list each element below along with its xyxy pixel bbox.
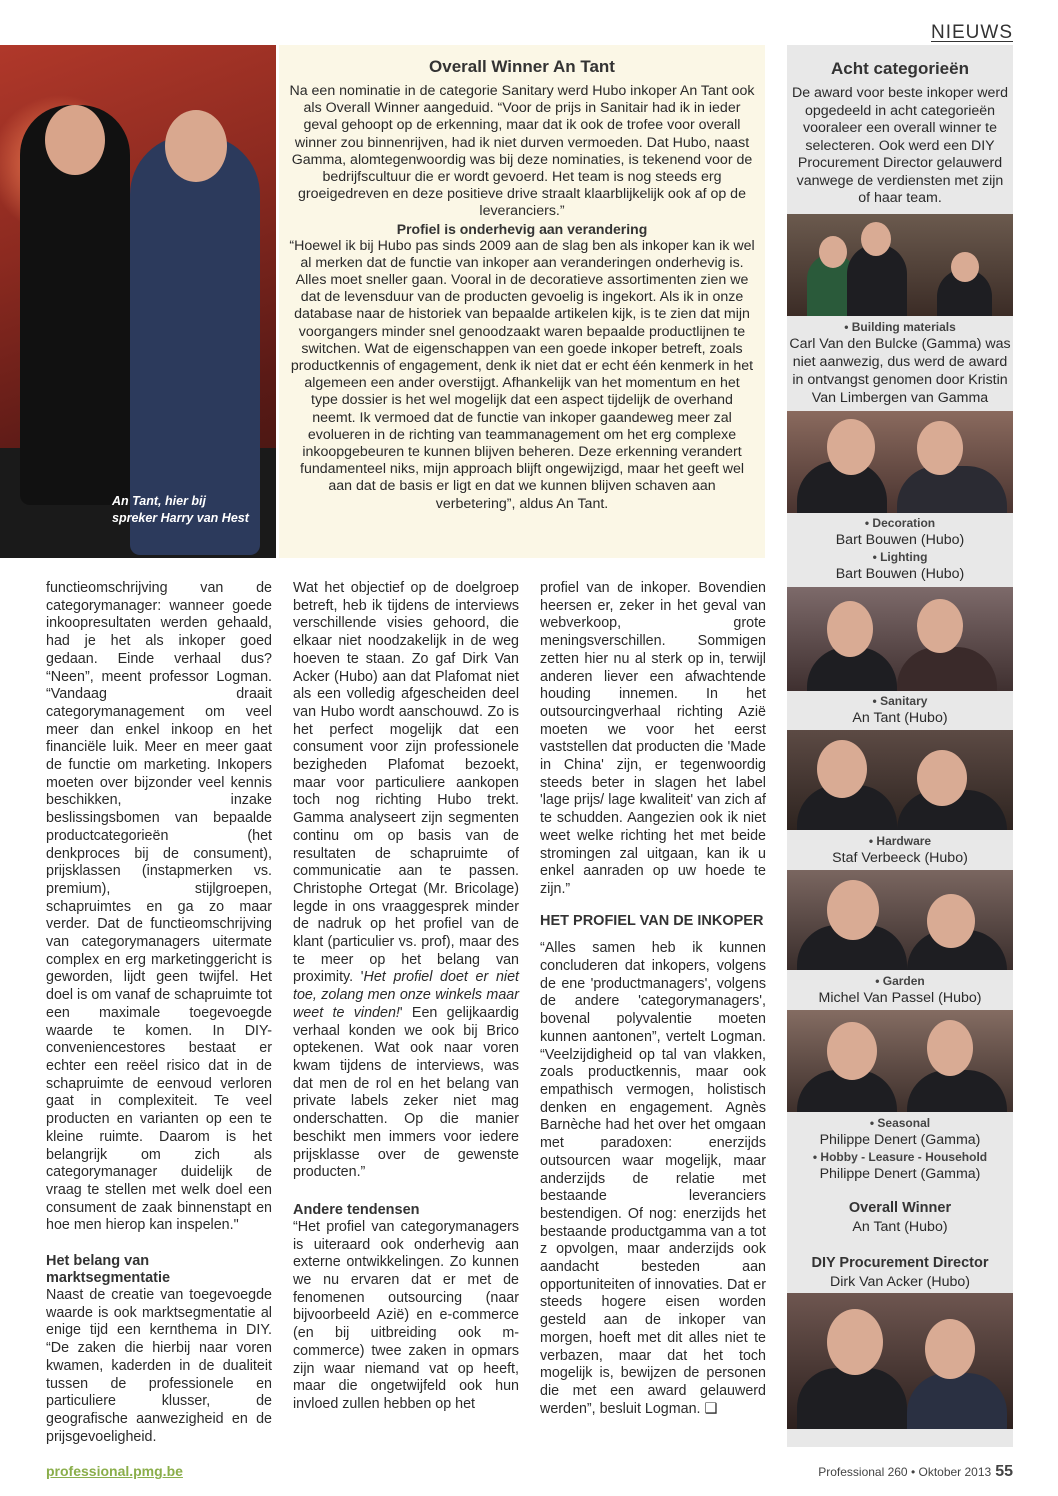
winner-seasonal: Philippe Denert (Gamma) bbox=[819, 1131, 981, 1148]
photo-procurement-director bbox=[787, 1293, 1013, 1429]
photo-decoration bbox=[787, 411, 1013, 513]
category-sanitary: • Sanitary bbox=[872, 693, 928, 708]
article-column-3 bbox=[540, 580, 766, 1418]
category-hardware: • Hardware bbox=[868, 833, 932, 848]
col3-paragraph-1: profiel van de inkoper. Bovendien heersen er, zeker in het geval van webverkoop, grote meningsverschillen. Sommigen zetten hier nu al sterk op in, terwijl anderen liever een afwachtende houding innemen. In het outsourcingverhaal richting Azië moeten we voor het eerst vaststellen dat producten die 'Made in China' zijn, er tegenwoordig steeds beter in slagen het label 'lage prijs/ lage kwaliteit' van zich af te schudden. Aangezien ook ik niet weet welke richting het met beide stromingen zal uitgaan, kan ik u enkel aanraden op uw hoede te zijn.” bbox=[540, 580, 766, 897]
col1-paragraph-1: functieomschrijving van de categorymanager: wanneer goede inkoopresultaten werden gehaald, had je het als inkoper goed gedaan. Einde verhaal dus? “Neen”, meent professor Logman. “Vandaag draait categorymanagement om veel meer dan enkel inkoop en het financiële luik. Meer en meer gaat de functie om marketing. Inkopers moeten over bijzonder veel kennis beschikken, inzake beslissingsbomen van bepaalde productcategorieën (het denkproces bij de consument), prijsklassen (instapmerken vs. premium), stijlgroepen, schapruimtes en ga zo maar verder. Dat de functieomschrijving van categorymanagers uitermate complex en erg marketinggericht is geworden, lijdt geen twijfel. Het doel is om vanaf de schapruimte tot een maximale toegevoegde waarde te komen. In DIY-conveniencestores bestaat er echter een reëel risico dat in de schapruimte de eenvoud verloren gaat in complexiteit. Te veel producten en varianten op een te kleine ruimte. Daarom is het belangrijk om zich als categorymanager duidelijk de vraag te stellen met welk doel een consument de zaak binnenstapt en hoe men hierop kan inspelen." bbox=[46, 580, 272, 1234]
hero-caption-line1: An Tant, hier bij bbox=[112, 494, 206, 508]
sidebar-title: Acht categorieën bbox=[831, 59, 969, 78]
winner-lighting: Bart Bouwen (Hubo) bbox=[835, 565, 965, 582]
col2-paragraph-2: “Het profiel van categorymanagers is uiteraard ook onderhevig aan externe ontwikkelingen. Zo kunnen we nu ervaren dat er met de fenomenen outsourcing (naar bijvoorbeeld Azië) en e-commerce (en bij uitbreiding ook m-commerce) twee zaken in opmars zijn waar niemand vat op heeft, maar die ongetwijfeld ook hun invloed zullen hebben op het bbox=[293, 1218, 519, 1412]
col1-paragraph-2: Naast de creatie van toegevoegde waarde is ook marktsegmentatie al enige tijd een kernthema in DIY. “De zaken die hierbij naar voren kwamen, kaderden in de dualiteit tussen de professionele en particuliere klusser, de geografische aanwezigheid en de prijsgevoeligheid. bbox=[46, 1287, 272, 1445]
col2-heading: Andere tendensen bbox=[293, 1201, 420, 1218]
col1-heading: Het belang van marktsegmentatie bbox=[46, 1253, 171, 1287]
hero-photo bbox=[0, 45, 276, 558]
photo-building-materials bbox=[787, 214, 1013, 316]
photo-seasonal bbox=[787, 1010, 1013, 1112]
footer-issue-label: Professional 260 • Oktober 2013 bbox=[818, 1465, 992, 1479]
col3-paragraph-2: “Alles samen heb ik kunnen concluderen dat inkopers, volgens de ene 'productmanagers', volgens de andere 'categorymanagers', bovenal polyvalentie moeten kunnen aantonen”, vertelt Logman. “Veelzijdigheid op tal van vlakken, zoals productkennis, maar ook empathisch vermogen, holistisch denken en engagement. Agnès Barnèche had het over het omgaan met paradoxen: enerzijds outsourcen waar mogelijk, maar anderzijds de relatie met bestaande leveranciers bestendigen. Of nog: enerzijds het bestaande productgamma van a tot z opvolgen, maar anderzijds ook aandacht besteden aan opportuniteiten of innovaties. Dat er steeds hogere eisen worden gesteld aan de inkoper van morgen, hoeft met dit alles niet te verbazen, maar dat het toch mogelijk is, bewijzen de personen die met een award gelauwerd werden”, besluit Logman. ❑ bbox=[540, 940, 766, 1417]
col2-paragraph-1b: ' Een gelijkaardig verhaal konden we ook bij Brico optekenen. Wat ook naar voren kwam tijdens de interviews, was dat men de rol en het belang van private labels zeker niet mag onderschatten. Op die manier beschikt men immers voor iedere prijsklasse over de gewenste producten.” bbox=[293, 1004, 520, 1181]
category-seasonal: • Seasonal bbox=[869, 1115, 931, 1130]
category-lighting: • Lighting bbox=[872, 549, 928, 564]
col2-paragraph-1a: Wat het objectief op de doelgroep betreft, heb ik tijdens de interviews verschillende visies gehoord, die elkaar niet noodzakelijk in de weg hoeven te staan. Zo gaf Dirk Van Acker (Hubo) aan dat Plafomat niet als een volledig afgescheiden deel van Hubo wordt aanschouwd. Zo is het perfect mogelijk dat een consument voor zijn professionele bezigheden Plafomat bezoekt, maar voor particuliere aankopen toch nog richting Hubo trekt. Gamma analyseert zijn segmenten continu om op basis van de resultaten de schapruimte of communicatie aan te passen. Christophe Ortegat (Mr. Bricolage) legde in ons vraaggesprek minder de nadruk op het profiel van de klant (particulier vs. prof), maar des te meer op het belang van proximity. ' bbox=[293, 580, 519, 986]
story-subtitle: Profiel is onderhevig aan verandering bbox=[396, 220, 648, 237]
winner-decoration: Bart Bouwen (Hubo) bbox=[835, 531, 965, 548]
winner-garden: Michel Van Passel (Hubo) bbox=[818, 989, 982, 1006]
article-column-2 bbox=[293, 580, 519, 1414]
winner-sanitary: An Tant (Hubo) bbox=[852, 709, 948, 726]
article-column-1 bbox=[46, 580, 272, 1446]
photo-hardware bbox=[787, 730, 1013, 830]
story-title: Overall Winner An Tant bbox=[429, 57, 615, 76]
winner-building-materials: Carl Van den Bulcke (Gamma) was niet aanwezig, dus werd de award in ontvangst genomen door Kristin Van Limbergen van Gamma bbox=[789, 335, 1011, 406]
col2-quote: Het profiel doet er niet toe, zolang men onze winkels maar weet te vinden! bbox=[293, 969, 519, 1021]
section-tag: NIEUWS bbox=[931, 22, 1013, 43]
photo-sanitary bbox=[787, 587, 1013, 691]
category-building-materials: • Building materials bbox=[844, 319, 956, 334]
story-paragraph-1: Na een nominatie in de categorie Sanitary werd Hubo inkoper An Tant ook als Overall Winner aangeduid. “Voor de prijs in Sanitair had ik in ieder geval gehoopt op de erkenning, maar dat ik ook de trofee voor overall winner zou binnenrijven, had ik niet durven vermoeden. Dat Hubo, naast Gamma, alomtegenwoordig was bij deze nominaties, is tekenend voor de bedrijfscultuur die er wordt gevoerd. Het team is nog steeds erg groeigedreven en deze positieve drive straalt klaarblijkelijk ook af op de leveranciers.” bbox=[289, 83, 755, 220]
photo-garden bbox=[787, 870, 1013, 970]
story-box bbox=[279, 45, 765, 558]
page-number: 55 bbox=[995, 1463, 1013, 1480]
award-overall-winner-name: An Tant (Hubo) bbox=[852, 1218, 948, 1235]
award-procurement-director-name: Dirk Van Acker (Hubo) bbox=[829, 1273, 971, 1290]
person-harry-van-hest bbox=[130, 135, 260, 555]
category-hobby: • Hobby - Leasure - Household bbox=[812, 1149, 988, 1164]
winner-hobby: Philippe Denert (Gamma) bbox=[819, 1165, 981, 1182]
footer-url-link[interactable]: professional.pmg.be bbox=[46, 1463, 183, 1479]
sidebar-categories bbox=[787, 45, 1013, 1447]
col3-heading: HET PROFIEL VAN DE INKOPER bbox=[540, 912, 764, 929]
hero-caption bbox=[112, 493, 272, 527]
hero-caption-line2: spreker Harry van Hest bbox=[112, 511, 249, 525]
category-garden: • Garden bbox=[875, 973, 925, 988]
category-decoration: • Decoration bbox=[864, 515, 936, 530]
col2-paragraph-1 bbox=[293, 580, 519, 1182]
person-harry-van-hest-head bbox=[165, 110, 227, 182]
story-paragraph-2: “Hoewel ik bij Hubo pas sinds 2009 aan de slag ben als inkoper kan ik wel al merken dat de functie van inkoper aan veranderingen onderhevig is. Alles moet sneller gaan. Vooral in de decoratieve assortimenten zien we dat de levensduur van de producten gevoelig is ingekort. Als ik in onze database naar de historiek van bepaalde artikelen kijk, is te zien dat mijn voorgangers minder snel genoodzaakt waren bepaalde productlijnen te switchen. Wat de eigenschappen van een goede inkoper betreft, zoals productkennis of engagement, denk ik niet dat er echt één kenmerk in het algemeen een ander overstijgt. Afhankelijk van het momentum en het type dossier is het wel mogelijk dat een aspect tijdelijk de overhand neemt. Ik vermoed dat de functie van inkoper gaandeweg meer zal evolueren in de richting van teammanagement om het erg complexe inkoopgebeuren te kunnen blijven beheren. Deze erkenning verandert fundamenteel niks, mijn approach blijft ongewijzigd, maar het geeft wel aan dat de basis er ligt en dat we kunnen blijven schaven aan verbetering”, aldus An Tant. bbox=[289, 237, 755, 512]
sidebar-intro: De award voor beste inkoper werd opgedeeld in acht categorieën vooraleer een overall winner te selecteren. Ook werd een DIY Procurement Director gelauwerd vanwege de verdiensten met zijn of haar team. bbox=[791, 85, 1009, 206]
winner-hardware: Staf Verbeeck (Hubo) bbox=[832, 849, 968, 866]
footer-issue bbox=[818, 1463, 1013, 1481]
award-procurement-director: DIY Procurement Director bbox=[811, 1254, 989, 1271]
award-overall-winner: Overall Winner bbox=[848, 1199, 952, 1216]
person-an-tant-head bbox=[45, 105, 105, 175]
